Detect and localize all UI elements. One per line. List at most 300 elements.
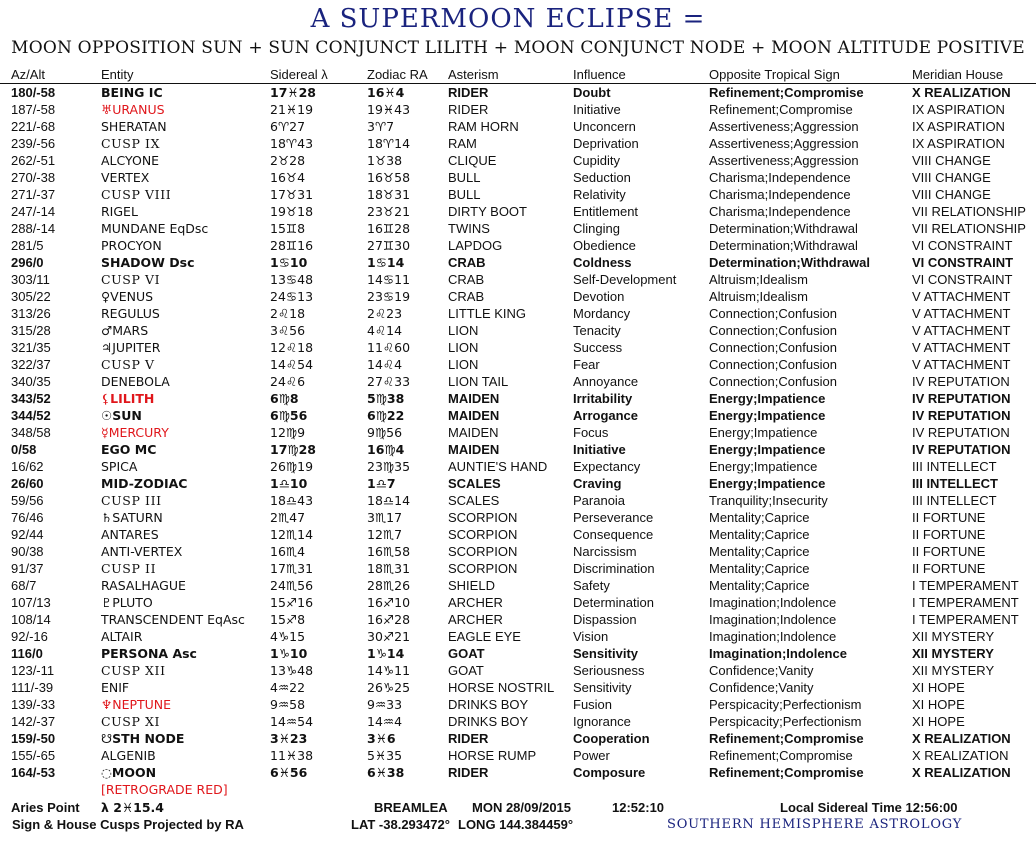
meridian-house-cell: V ATTACHMENT [912,323,1011,338]
meridian-house-cell: XII MYSTERY [912,646,994,661]
az-alt-cell: 155/-65 [11,748,56,763]
influence-cell: Tenacity [573,323,621,338]
ephemeris-table [0,66,1036,798]
asterism-cell: BULL [448,170,481,185]
az-alt-cell: 313/26 [11,306,51,321]
col-header-zodiac-ra: Zodiac RA [367,67,428,82]
aries-point-value: λ 2♓15.4 [101,800,165,815]
asterism-cell: BULL [448,187,481,202]
zodiac-ra-cell: 3♏17 [367,510,403,525]
asterism-cell: DIRTY BOOT [448,204,527,219]
entity-name: DENEBOLA [101,374,170,389]
meridian-house-cell: IV REPUTATION [912,442,1011,457]
influence-cell: Entitlement [573,204,639,219]
asterism-cell: TWINS [448,221,490,236]
asterism-cell: SCORPION [448,510,518,525]
entity-name: MID-ZODIAC [101,476,188,491]
asterism-cell: SHIELD [448,578,495,593]
entity-cell [101,713,160,730]
influence-cell: Safety [573,578,610,593]
entity-cell [101,220,208,237]
entity-cell [101,322,148,339]
asterism-cell: LION TAIL [448,374,509,389]
entity-name: RIGEL [101,204,138,219]
entity-name: TRANSCENDENT EqAsc [101,612,245,627]
az-alt-cell: 76/46 [11,510,44,525]
entity-cell [101,662,166,679]
influence-cell: Success [573,340,623,355]
entity-cell [101,679,129,696]
entity-name: CUSP XI [101,714,161,729]
sidereal-cell: 15♐8 [270,612,306,627]
az-alt-cell: 164/-53 [11,765,56,780]
zodiac-ra-cell: 14♑11 [367,663,411,678]
opposite-sign-cell: Charisma;Independence [709,204,851,219]
brand-name: SOUTHERN HEMISPHERE ASTROLOGY [667,817,963,832]
sidereal-cell: 2♏47 [270,510,306,525]
entity-cell [101,373,170,390]
table-row [0,713,1036,730]
entity-name: ENIF [101,680,130,695]
table-row [0,458,1036,475]
entity-cell [101,186,171,203]
zodiac-ra-cell: 23♉21 [367,204,411,219]
entity-name: ALCYONE [101,153,160,168]
az-alt-cell: 123/-11 [11,663,55,678]
opposite-sign-cell: Determination;Withdrawal [709,255,870,270]
entity-cell [101,101,165,118]
influence-cell: Devotion [573,289,625,304]
longitude: LONG 144.384459° [458,817,574,832]
pluto-glyph-icon: ♇ [101,595,113,610]
meridian-house-cell: VI CONSTRAINT [912,272,1013,287]
opposite-sign-cell: Refinement;Compromise [709,765,864,780]
col-header-asterism: Asterism [448,67,499,82]
sidereal-cell: 19♉18 [270,204,314,219]
az-alt-cell: 271/-37 [11,187,56,202]
meridian-house-cell: VIII CHANGE [912,153,991,168]
entity-name: EGO MC [101,442,157,457]
sidereal-cell: 1♑10 [270,646,308,661]
table-row [0,696,1036,713]
opposite-sign-cell: Connection;Confusion [709,323,837,338]
table-row [0,169,1036,186]
date: MON 28/09/2015 [472,800,572,815]
sth-node-glyph-icon: ☋ [101,731,113,746]
opposite-sign-cell: Refinement;Compromise [709,731,864,746]
opposite-sign-cell: Connection;Confusion [709,374,837,389]
zodiac-ra-cell: 16♐10 [367,595,411,610]
entity-name: VERTEX [101,170,150,185]
az-alt-cell: 270/-38 [11,170,56,185]
zodiac-ra-cell: 6♓38 [367,765,405,780]
table-row [0,203,1036,220]
local-sidereal-time: Local Sidereal Time 12:56:00 [780,800,958,815]
entity-cell [101,169,149,186]
influence-cell: Power [573,748,610,763]
sidereal-cell: 4♑15 [270,629,306,644]
zodiac-ra-cell: 11♌60 [367,340,411,355]
entity-cell [101,543,182,560]
az-alt-cell: 239/-56 [11,136,56,151]
asterism-cell: CRAB [448,255,486,270]
meridian-house-cell: XII MYSTERY [912,663,995,678]
entity-name: SATURN [112,510,163,525]
entity-name: MARS [112,323,149,338]
influence-cell: Coldness [573,255,632,270]
az-alt-cell: 315/28 [11,323,51,338]
influence-cell: Irritability [573,391,633,406]
opposite-sign-cell: Charisma;Independence [709,187,851,202]
zodiac-ra-cell: 23♋19 [367,289,411,304]
asterism-cell: AUNTIE'S HAND [448,459,548,474]
opposite-sign-cell: Imagination;Indolence [709,629,837,644]
sidereal-cell: 1♎10 [270,476,308,491]
influence-cell: Obedience [573,238,636,253]
table-row [0,305,1036,322]
opposite-sign-cell: Perspicacity;Perfectionism [709,714,862,729]
meridian-house-cell: III INTELLECT [912,459,997,474]
influence-cell: Doubt [573,85,611,100]
sidereal-cell: 17♉31 [270,187,314,202]
influence-cell: Mordancy [573,306,631,321]
sidereal-cell: 13♑48 [270,663,314,678]
sidereal-cell: 24♋13 [270,289,314,304]
entity-cell [101,458,137,475]
influence-cell: Perseverance [573,510,654,525]
latitude: LAT -38.293472° [351,817,450,832]
table-row [0,543,1036,560]
sidereal-cell: 1♋10 [270,255,308,270]
meridian-house-cell: VI CONSTRAINT [912,238,1013,253]
sidereal-cell: 26♍19 [270,459,314,474]
sidereal-cell: 18♈43 [270,136,314,151]
meridian-house-cell: I TEMPERAMENT [912,578,1019,593]
az-alt-cell: 26/60 [11,476,44,491]
entity-name: PERSONA Asc [101,646,197,661]
saturn-glyph-icon: ♄ [101,510,113,525]
asterism-cell: MAIDEN [448,425,499,440]
retrograde-note: [RETROGRADE RED] [101,782,228,797]
table-row [0,84,1036,101]
entity-cell [101,764,156,781]
meridian-house-cell: V ATTACHMENT [912,289,1011,304]
zodiac-ra-cell: 27♊30 [367,238,411,253]
table-row [0,730,1036,747]
meridian-house-cell: XI HOPE [912,680,965,695]
az-alt-cell: 322/37 [11,357,51,372]
table-row [0,101,1036,118]
sidereal-cell: 13♋48 [270,272,314,287]
table-header [0,66,1036,84]
entity-cell [101,407,142,424]
entity-name: SHADOW Dsc [101,255,195,270]
entity-cell [101,730,184,747]
zodiac-ra-cell: 19♓43 [367,102,411,117]
az-alt-cell: 187/-58 [11,102,56,117]
influence-cell: Cupidity [573,153,620,168]
opposite-sign-cell: Refinement;Compromise [709,85,864,100]
page-subtitle: MOON OPPOSITION SUN + SUN CONJUNCT LILITH + MOON CONJUNCT NODE + MOON ALTITUDE POSITIVE [11,38,1025,58]
sidereal-cell: 21♓19 [270,102,314,117]
entity-name: ALGENIB [101,748,156,763]
meridian-house-cell: V ATTACHMENT [912,357,1011,372]
influence-cell: Arrogance [573,408,639,423]
az-alt-cell: 159/-50 [11,731,56,746]
entity-name: ANTI-VERTEX [101,544,183,559]
az-alt-cell: 340/35 [11,374,51,389]
sidereal-cell: 28♊16 [270,238,314,253]
entity-name: CUSP VIII [101,187,172,202]
zodiac-ra-cell: 16♉58 [367,170,411,185]
sidereal-cell: 12♌18 [270,340,314,355]
entity-cell [101,271,160,288]
asterism-cell: CRAB [448,289,485,304]
asterism-cell: LAPDOG [448,238,503,253]
table-row [0,356,1036,373]
influence-cell: Consequence [573,527,654,542]
opposite-sign-cell: Imagination;Indolence [709,612,837,627]
entity-cell [101,424,169,441]
meridian-house-cell: XI HOPE [912,714,965,729]
opposite-sign-cell: Energy;Impatience [709,391,826,406]
meridian-house-cell: V ATTACHMENT [912,306,1011,321]
az-alt-cell: 68/7 [11,578,37,593]
meridian-house-cell: XII MYSTERY [912,629,995,644]
entity-name: NEPTUNE [112,697,172,712]
opposite-sign-cell: Connection;Confusion [709,340,837,355]
opposite-sign-cell: Imagination;Indolence [709,595,837,610]
az-alt-cell: 303/11 [11,272,50,287]
table-row [0,662,1036,679]
meridian-house-cell: II FORTUNE [912,561,986,576]
az-alt-cell: 91/37 [11,561,44,576]
opposite-sign-cell: Energy;Impatience [709,459,818,474]
table-row [0,611,1036,628]
asterism-cell: GOAT [448,646,485,661]
entity-cell [101,696,171,713]
asterism-cell: SCORPION [448,527,518,542]
influence-cell: Initiative [573,102,621,117]
jupiter-glyph-icon: ♃ [101,340,113,355]
table-row [0,322,1036,339]
table-row [0,220,1036,237]
opposite-sign-cell: Charisma;Independence [709,170,851,185]
zodiac-ra-cell: 18♉31 [367,187,411,202]
az-alt-cell: 92/-16 [11,629,48,644]
col-header-opposite-sign: Opposite Tropical Sign [709,67,840,82]
table-row [0,373,1036,390]
zodiac-ra-cell: 4♌14 [367,323,403,338]
sidereal-cell: 14♒54 [270,714,314,729]
meridian-house-cell: IV REPUTATION [912,374,1010,389]
entity-name: STH NODE [112,731,185,746]
influence-cell: Unconcern [573,119,636,134]
table-row [0,764,1036,781]
opposite-sign-cell: Determination;Withdrawal [709,238,858,253]
entity-name: SUN [112,408,142,423]
zodiac-ra-cell: 28♏26 [367,578,411,593]
mercury-glyph-icon: ☿ [101,425,109,440]
az-alt-cell: 305/22 [11,289,51,304]
entity-name: CUSP III [101,493,162,508]
sidereal-cell: 9♒58 [270,697,306,712]
zodiac-ra-cell: 16♊28 [367,221,411,236]
opposite-sign-cell: Confidence;Vanity [709,680,814,695]
entity-cell [101,747,156,764]
az-alt-cell: 108/14 [11,612,51,627]
entity-name: ANTARES [101,527,159,542]
sun-glyph-icon: ☉ [101,408,113,423]
zodiac-ra-cell: 14♒4 [367,714,403,729]
asterism-cell: MAIDEN [448,391,500,406]
entity-cell [101,118,167,135]
asterism-cell: RIDER [448,765,489,780]
influence-cell: Composure [573,765,646,780]
table-body [0,84,1036,781]
meridian-house-cell: II FORTUNE [912,544,986,559]
table-row [0,407,1036,424]
sidereal-cell: 17♏31 [270,561,314,576]
entity-cell [101,135,160,152]
entity-name: BEING IC [101,85,163,100]
meridian-house-cell: IX ASPIRATION [912,119,1005,134]
zodiac-ra-cell: 12♏7 [367,527,403,542]
meridian-house-cell: XI HOPE [912,697,965,712]
zodiac-ra-cell: 5♍38 [367,391,405,406]
projection-note: Sign & House Cusps Projected by RA [12,817,244,832]
az-alt-cell: 116/0 [11,646,43,661]
venus-glyph-icon: ♀ [101,289,111,304]
az-alt-cell: 344/52 [11,408,51,423]
influence-cell: Fusion [573,697,613,712]
asterism-cell: RIDER [448,731,489,746]
influence-cell: Craving [573,476,622,491]
sidereal-cell: 15♐16 [270,595,314,610]
meridian-house-cell: VIII CHANGE [912,170,991,185]
opposite-sign-cell: Mentality;Caprice [709,544,810,559]
meridian-house-cell: III INTELLECT [912,493,997,508]
entity-cell [101,645,197,662]
asterism-cell: RIDER [448,85,489,100]
zodiac-ra-cell: 3♈7 [367,119,395,134]
meridian-house-cell: X REALIZATION [912,85,1011,100]
opposite-sign-cell: Assertiveness;Aggression [709,136,859,151]
sidereal-cell: 12♏14 [270,527,314,542]
entity-name: CUSP V [101,357,155,372]
entity-name: MOON [111,765,157,780]
aries-point-label: Aries Point [11,800,80,815]
entity-name: MUNDANE EqDsc [101,221,209,236]
az-alt-cell: 92/44 [11,527,44,542]
influence-cell: Annoyance [573,374,639,389]
col-header-meridian-house: Meridian House [912,67,1004,82]
influence-cell: Narcissism [573,544,637,559]
az-alt-cell: 221/-68 [11,119,56,134]
entity-name: CUSP IX [101,136,161,151]
location: BREAMLEA [374,800,448,815]
az-alt-cell: 90/38 [11,544,44,559]
opposite-sign-cell: Mentality;Caprice [709,578,810,593]
entity-cell [101,560,156,577]
opposite-sign-cell: Determination;Withdrawal [709,221,858,236]
sidereal-cell: 16♏4 [270,544,306,559]
influence-cell: Expectancy [573,459,641,474]
asterism-cell: SCALES [448,476,501,491]
entity-cell [101,288,153,305]
opposite-sign-cell: Mentality;Caprice [709,561,810,576]
zodiac-ra-cell: 9♍56 [367,425,403,440]
asterism-cell: SCALES [448,493,500,508]
entity-cell [101,492,162,509]
az-alt-cell: 0/58 [11,442,37,457]
meridian-house-cell: VII RELATIONSHIP [912,221,1026,236]
influence-cell: Seduction [573,170,631,185]
asterism-cell: HORSE RUMP [448,748,537,763]
opposite-sign-cell: Energy;Impatience [709,425,818,440]
entity-cell [101,203,138,220]
meridian-house-cell: X REALIZATION [912,731,1011,746]
col-header-az-alt: Az/Alt [11,67,45,82]
az-alt-cell: 348/58 [11,425,51,440]
table-row [0,254,1036,271]
influence-cell: Determination [573,595,654,610]
meridian-house-cell: II FORTUNE [912,527,986,542]
col-header-sidereal: Sidereal λ [270,67,328,82]
zodiac-ra-cell: 1♋14 [367,255,405,270]
entity-cell [101,305,160,322]
sidereal-cell: 11♓38 [270,748,314,763]
mars-glyph-icon: ♂ [101,323,113,338]
table-row [0,628,1036,645]
zodiac-ra-cell: 3♓6 [367,731,396,746]
asterism-cell: SCORPION [448,544,518,559]
table-row [0,509,1036,526]
table-row [0,475,1036,492]
entity-name: URANUS [112,102,165,117]
zodiac-ra-cell: 18♈14 [367,136,411,151]
asterism-cell: RAM HORN [448,119,519,134]
influence-cell: Sensitivity [573,646,639,661]
influence-cell: Seriousness [573,663,645,678]
asterism-cell: ARCHER [448,612,503,627]
meridian-house-cell: IX ASPIRATION [912,102,1005,117]
entity-name: JUPITER [112,340,161,355]
opposite-sign-cell: Energy;Impatience [709,408,826,423]
asterism-cell: CLIQUE [448,153,497,168]
entity-cell [101,356,155,373]
entity-cell [101,475,187,492]
sidereal-cell: 12♍9 [270,425,306,440]
zodiac-ra-cell: 30♐21 [367,629,411,644]
entity-name: CUSP II [101,561,157,576]
zodiac-ra-cell: 2♌23 [367,306,403,321]
meridian-house-cell: VIII CHANGE [912,187,991,202]
asterism-cell: RAM [448,136,477,151]
zodiac-ra-cell: 6♍22 [367,408,405,423]
opposite-sign-cell: Refinement;Compromise [709,748,853,763]
uranus-glyph-icon: ♅ [101,102,113,117]
meridian-house-cell: IV REPUTATION [912,425,1010,440]
meridian-house-cell: III INTELLECT [912,476,998,491]
zodiac-ra-cell: 18♎14 [367,493,411,508]
opposite-sign-cell: Assertiveness;Aggression [709,119,859,134]
opposite-sign-cell: Tranquility;Insecurity [709,493,828,508]
moon-glyph-icon: ◌ [101,765,112,780]
table-row [0,526,1036,543]
zodiac-ra-cell: 16♐28 [367,612,411,627]
influence-cell: Focus [573,425,609,440]
